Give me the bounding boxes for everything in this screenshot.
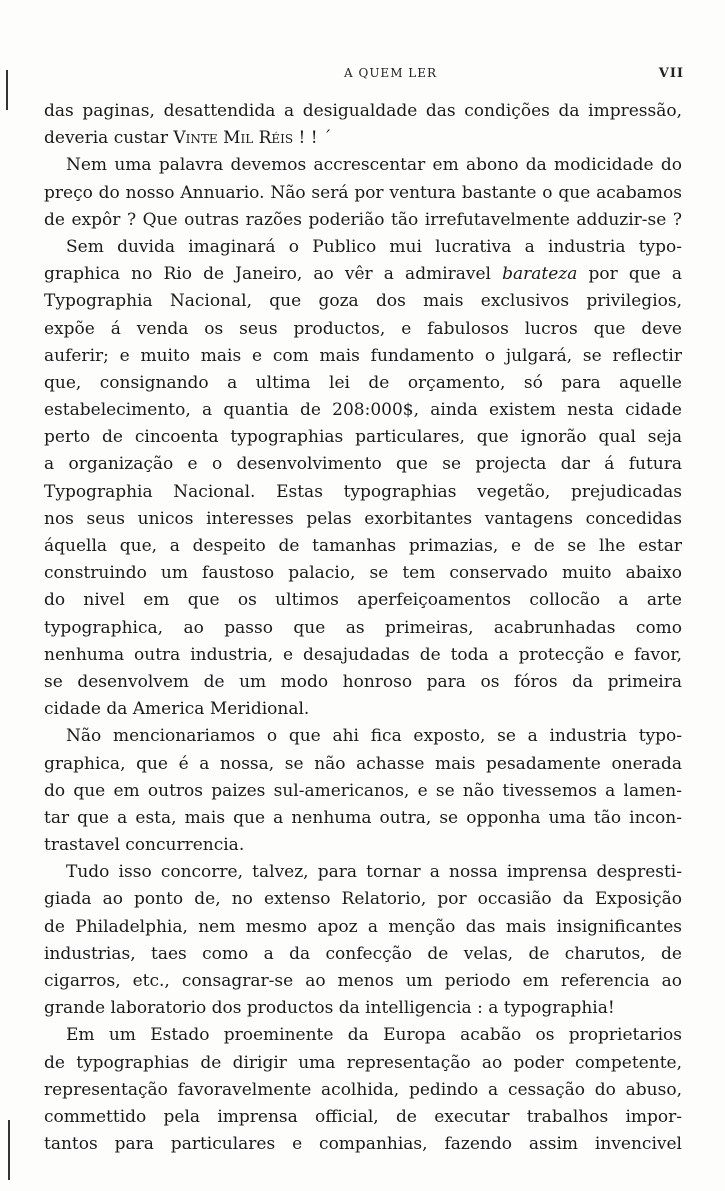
text-line: de expôr ? Que outras razões poderião tão irrefutavelmente adduzir-se ? — [44, 209, 682, 230]
text-fragment: barateza — [502, 264, 578, 285]
page-number: VII — [658, 66, 684, 81]
text-fragment: ! ! ´ — [293, 128, 332, 149]
left-margin-mark-bottom — [8, 1120, 10, 1180]
text-line: Não mencionariamos o que ahi fica exposto, se a industria typo- — [66, 726, 682, 747]
text-line: giada ao ponto de, no extenso Relatorio, por occasião da Exposição — [44, 889, 682, 910]
text-line: se desenvolvem de um modo honroso para os fóros da primeira — [44, 671, 682, 692]
text-line: tar que a esta, mais que a nenhuma outra, se opponha uma tão incon- — [44, 807, 682, 828]
left-margin-mark-top — [6, 70, 8, 110]
running-title: A QUEM LER — [344, 66, 438, 80]
text-line: expõe á venda os seus productos, e fabulosos lucros que deve — [44, 318, 682, 339]
text-line: representação favoravelmente acolhida, pedindo a cessação do abuso, — [44, 1079, 682, 1100]
text-line: Tudo isso concorre, talvez, para tornar a nossa imprensa despresti- — [66, 862, 682, 883]
text-line: cigarros, etc., consagrar-se ao menos um periodo em referencia ao — [44, 971, 682, 991]
text-line: nenhuma outra industria, e desajudadas de toda a protecção e favor, — [44, 644, 682, 665]
text-line: nos seus unicos interesses pelas exorbitantes vantagens concedidas — [44, 508, 682, 529]
text-line: do que em outros paizes sul-americanos, e se não tivessemos a lamen- — [44, 780, 682, 801]
text-fragment: deveria custar — [44, 128, 174, 149]
text-line: graphica, que é a nossa, se não achasse mais pesadamente onerada — [44, 753, 682, 774]
text-line: grande laboratorio dos productos da intelligencia : a typographia! — [44, 998, 615, 1019]
text-fragment: por que a — [577, 264, 682, 285]
text-line: tantos para particulares e companhias, fazendo assim invencivel — [44, 1134, 682, 1155]
text-line: Typographia Nacional, que goza dos mais exclusivos privilegios, — [44, 291, 682, 312]
page-header — [44, 66, 684, 90]
text-line: Typographia Nacional. Estas typographias vegetão, prejudicadas — [44, 481, 682, 502]
body-text — [44, 98, 682, 1158]
text-line: das paginas, desattendida a desigualdade das condições da impressão, — [44, 101, 682, 121]
text-line: typographica, ao passo que as primeiras, acabrunhadas como — [44, 617, 682, 638]
text-fragment: graphica no Rio de Janeiro, ao vêr a admiravel — [44, 264, 503, 285]
text-line: construindo um faustoso palacio, se tem conservado muito abaixo — [44, 563, 682, 584]
text-line: cidade da America Meridional. — [44, 699, 310, 720]
text-line: estabelecimento, a quantia de 208:000$, ainda existem nesta cidade — [44, 400, 682, 421]
text-line: que, consignando a ultima lei de orçamento, só para aquelle — [44, 372, 682, 393]
text-line — [44, 261, 682, 288]
text-line: Em um Estado proeminente da Europa acabão os proprietarios — [66, 1025, 682, 1046]
text-line: do nivel em que os ultimos aperfeiçoamentos collocão a arte — [44, 590, 682, 611]
text-line: trastavel concurrencia. — [44, 835, 245, 856]
text-line: commettido pela imprensa official, de executar trabalhos impor- — [44, 1106, 682, 1127]
text-line: perto de cincoenta typographias particulares, que ignorão qual seja — [44, 427, 682, 448]
text-line: áquella que, a despeito de tamanhas primazias, e de se lhe estar — [44, 536, 682, 556]
text-line: de typographias de dirigir uma representação ao poder competente, — [44, 1052, 682, 1073]
text-line: auferir; e muito mais e com mais fundamento o julgará, se reflectir — [44, 345, 682, 366]
text-line — [44, 125, 682, 152]
text-line: preço do nosso Annuario. Não será por ventura bastante o que acabamos — [44, 182, 682, 203]
text-line: Nem uma palavra devemos accrescentar em abono da modicidade do — [66, 155, 682, 176]
text-line: de Philadelphia, nem mesmo apoz a menção das mais insignificantes — [44, 916, 682, 937]
text-fragment: Vinte Mil Réis — [173, 128, 294, 149]
text-line: a organização e o desenvolvimento que se projecta dar á futura — [44, 454, 682, 475]
text-line: Sem duvida imaginará o Publico mui lucrativa a industria typo- — [66, 236, 682, 257]
text-line: industrias, taes como a da confecção de velas, de charutos, de — [44, 943, 682, 964]
